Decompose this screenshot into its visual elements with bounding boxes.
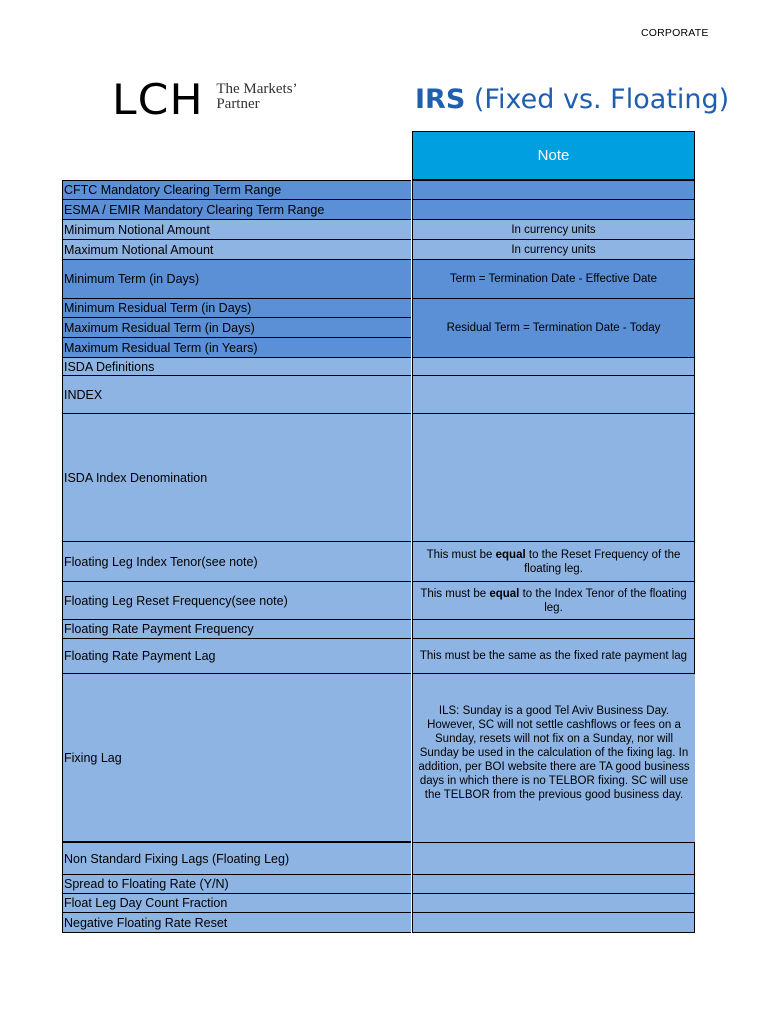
row-note <box>412 894 695 913</box>
note-text-bold: equal <box>495 548 526 561</box>
logo-tagline-line1: The Markets’ <box>216 81 298 97</box>
row-note: This must be the same as the fixed rate payment lag <box>412 639 695 674</box>
row-note <box>412 842 695 875</box>
row-label: Maximum Residual Term (in Days) <box>62 318 411 338</box>
logo-tagline-line2: Partner <box>216 96 260 112</box>
row-note <box>412 620 695 639</box>
row-label: Maximum Residual Term (in Years) <box>62 338 411 358</box>
row-label: Float Leg Day Count Fraction <box>62 894 411 913</box>
row-note: In currency units <box>412 220 695 240</box>
title-rest: (Fixed vs. Floating) <box>465 84 730 115</box>
lch-logo <box>112 75 298 124</box>
row-note <box>412 542 695 582</box>
logo-mark: LCH <box>112 75 204 124</box>
row-label: Negative Floating Rate Reset <box>62 913 411 933</box>
row-note <box>412 582 695 620</box>
row-label: Spread to Floating Rate (Y/N) <box>62 875 411 894</box>
row-label: INDEX <box>62 376 411 414</box>
row-note <box>412 358 695 376</box>
row-label: Floating Leg Index Tenor(see note) <box>62 542 411 582</box>
title-bold: IRS <box>415 84 466 115</box>
note-text-post: to the Index Tenor of the floating leg. <box>519 587 687 614</box>
row-label: Floating Leg Reset Frequency(see note) <box>62 582 411 620</box>
row-label: Floating Rate Payment Lag <box>62 639 411 674</box>
row-label: Minimum Term (in Days) <box>62 260 411 299</box>
row-note: Residual Term = Termination Date - Today <box>412 299 695 358</box>
logo-tagline <box>216 82 297 112</box>
row-note: Term = Termination Date - Effective Date <box>412 260 695 299</box>
note-text-post: to the Reset Frequency of the floating leg. <box>524 548 681 575</box>
row-note <box>412 376 695 414</box>
row-label: Minimum Notional Amount <box>62 220 411 240</box>
row-note <box>412 414 695 542</box>
row-label: ESMA / EMIR Mandatory Clearing Term Range <box>62 200 411 220</box>
page-title <box>415 84 729 115</box>
row-label: Non Standard Fixing Lags (Floating Leg) <box>62 842 411 875</box>
note-text-pre: This must be <box>420 587 490 600</box>
row-note <box>412 200 695 220</box>
note-text-bold: equal <box>489 587 520 600</box>
note-column-header: Note <box>412 131 695 180</box>
row-label: CFTC Mandatory Clearing Term Range <box>62 180 411 200</box>
row-label: Maximum Notional Amount <box>62 240 411 260</box>
row-note <box>412 913 695 933</box>
row-label: ISDA Definitions <box>62 358 411 376</box>
row-note <box>412 180 695 200</box>
row-note: In currency units <box>412 240 695 260</box>
row-label: ISDA Index Denomination <box>62 414 411 542</box>
row-label: Floating Rate Payment Frequency <box>62 620 411 639</box>
row-note: ILS: Sunday is a good Tel Aviv Business Day. However, SC will not settle cashflows or fees on a Sunday, resets will not fix on a Sunday, nor will Sunday be used in the calculation of the fixing lag. In addition, per BOI website there are TA good business days in which there is no TELBOR fixing. SC will use the TELBOR from the previous good business day. <box>412 674 695 842</box>
row-label: Fixing Lag <box>62 674 411 842</box>
row-label: Minimum Residual Term (in Days) <box>62 299 411 318</box>
row-note <box>412 875 695 894</box>
note-text-pre: This must be <box>426 548 496 561</box>
classification-label: CORPORATE <box>641 27 709 39</box>
